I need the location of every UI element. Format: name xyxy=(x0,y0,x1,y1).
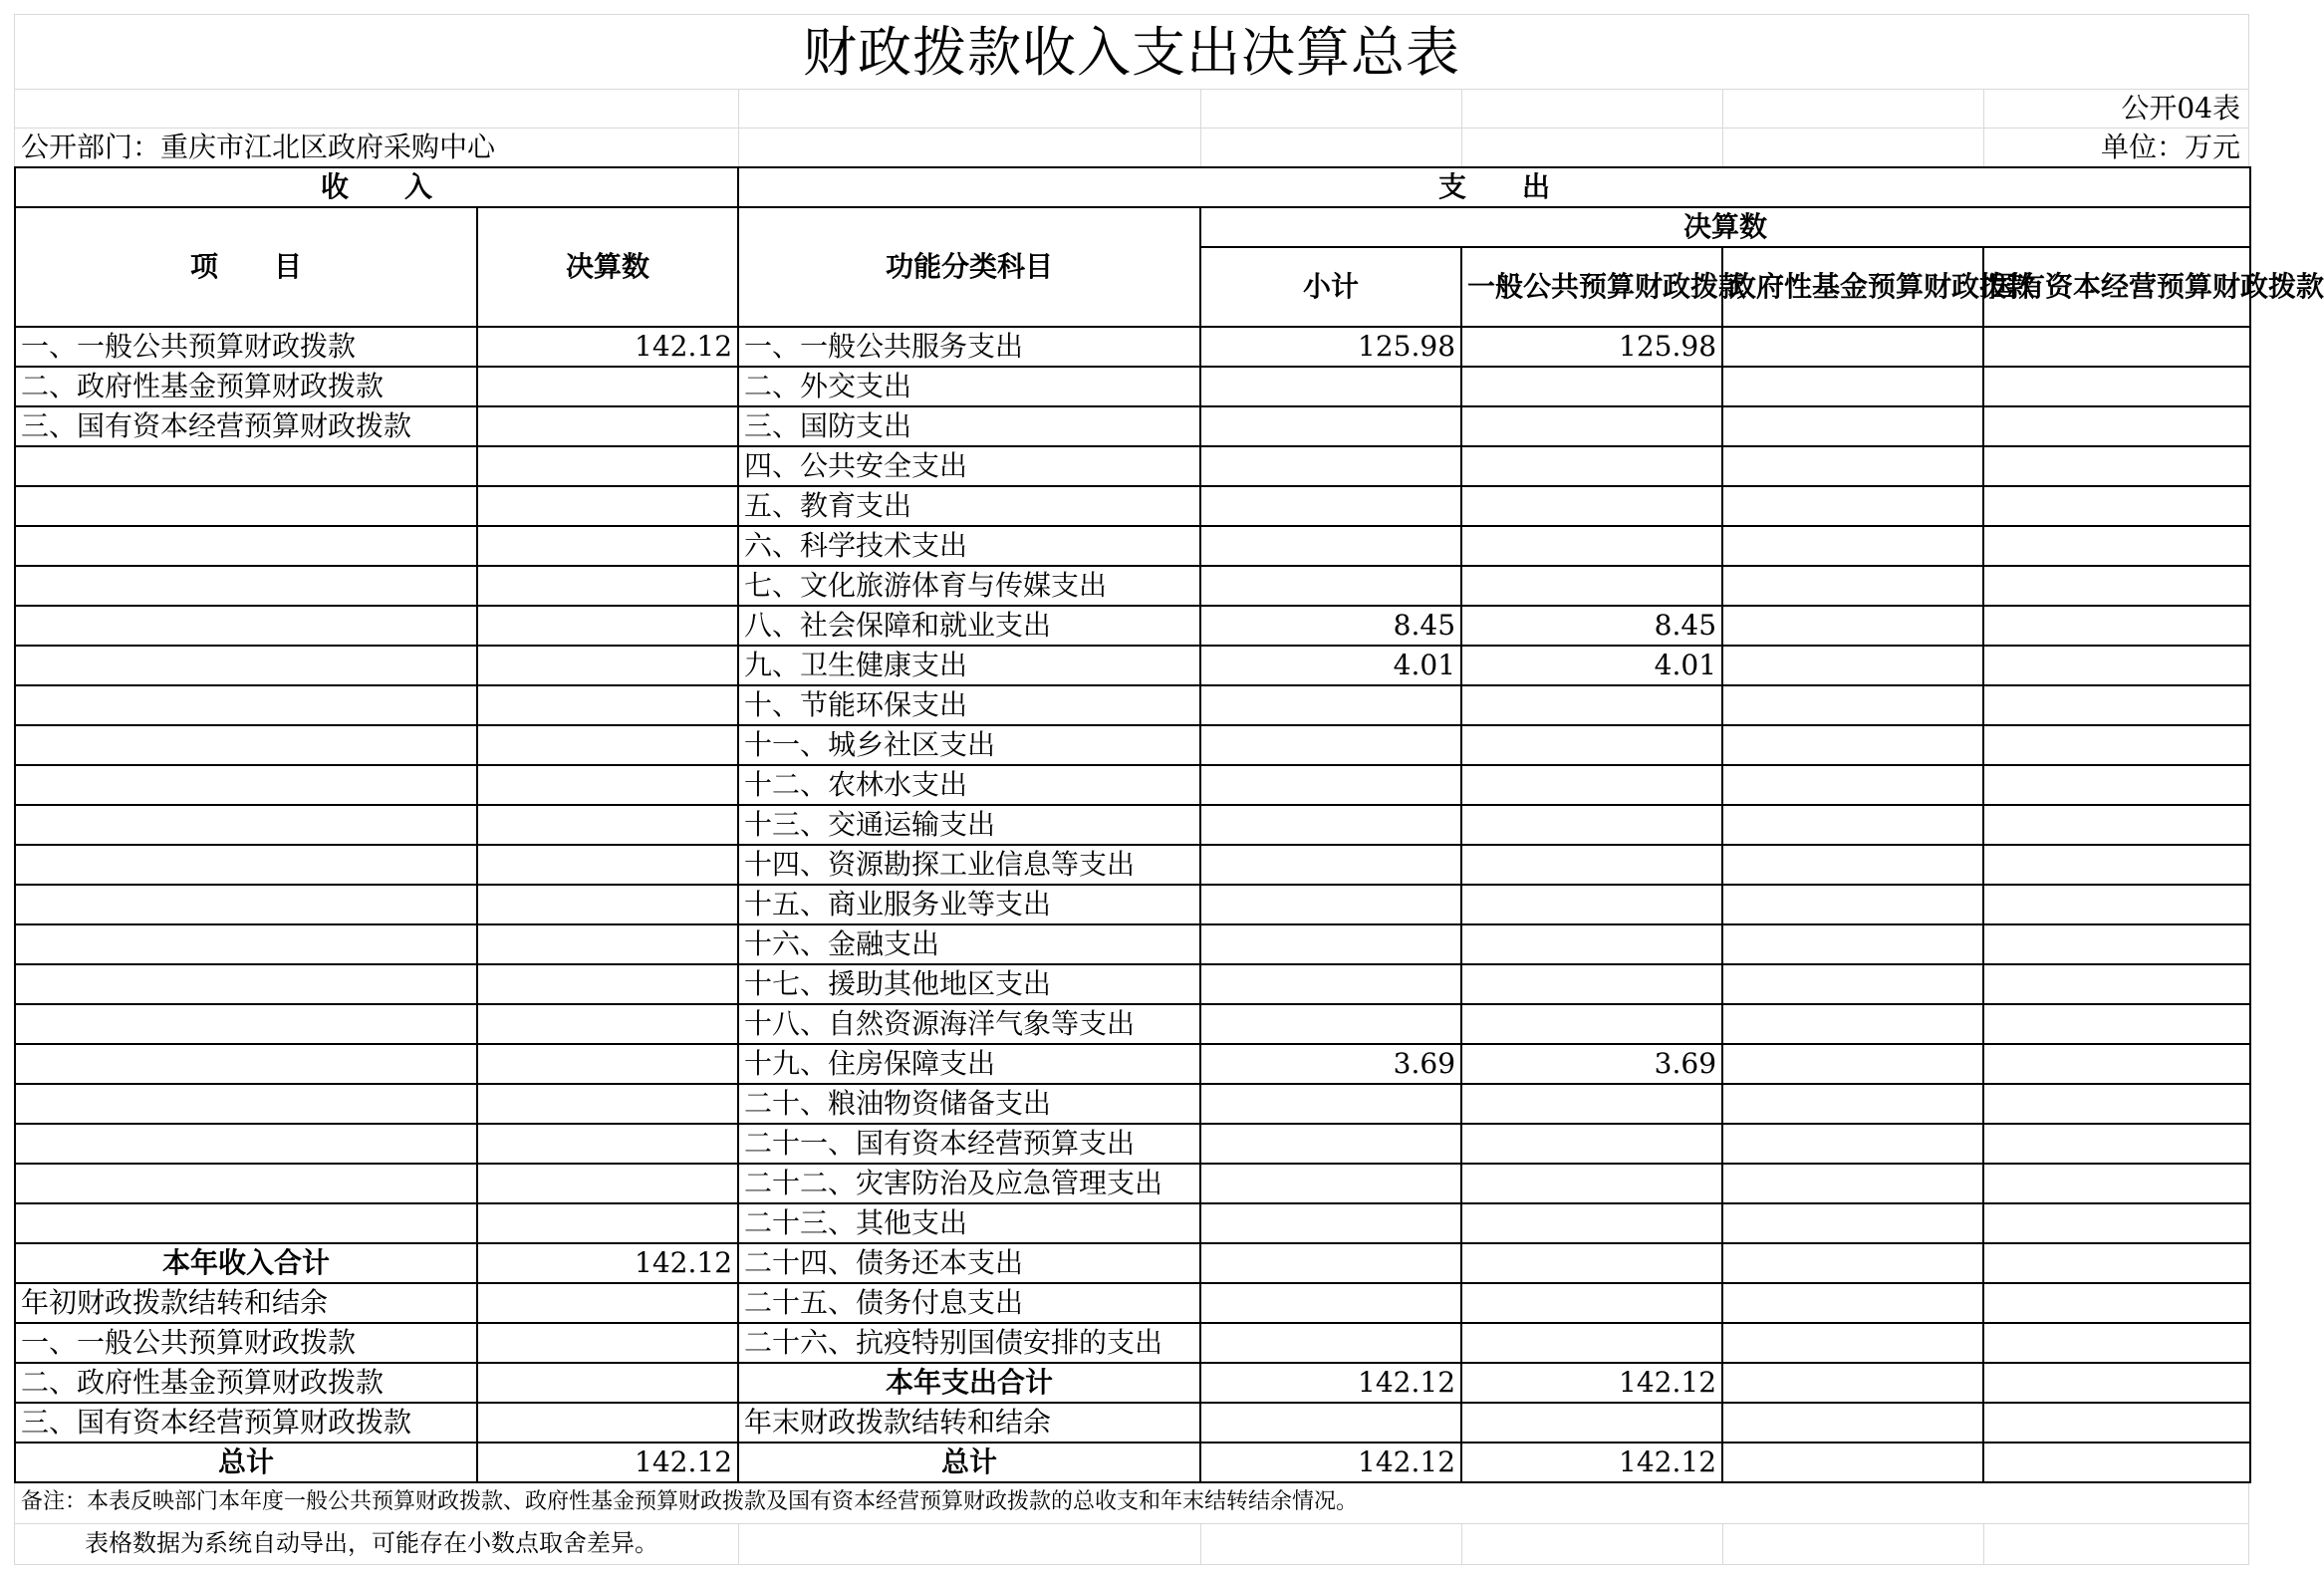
state-capital-cell xyxy=(1983,526,2250,566)
table-row xyxy=(15,1443,2250,1482)
subtotal-cell xyxy=(1200,1084,1461,1124)
expense-item-cell: 十九、住房保障支出 xyxy=(738,1044,1200,1084)
subtotal-cell xyxy=(1200,725,1461,765)
table-row xyxy=(15,1044,2250,1084)
income-value-cell xyxy=(477,1403,738,1443)
gov-fund-cell xyxy=(1722,606,1983,646)
subtotal-cell xyxy=(1200,1323,1461,1363)
table-row xyxy=(15,1323,2250,1363)
income-value-cell xyxy=(477,1004,738,1044)
gov-fund-cell xyxy=(1722,1323,1983,1363)
income-value-cell: 142.12 xyxy=(477,1243,738,1283)
gov-fund-cell xyxy=(1722,845,1983,885)
income-item-cell: 本年收入合计 xyxy=(15,1243,477,1283)
general-budget-cell xyxy=(1461,1283,1722,1323)
subtotal-cell xyxy=(1200,1203,1461,1243)
state-capital-cell xyxy=(1983,1164,2250,1203)
gov-fund-cell xyxy=(1722,885,1983,924)
general-budget-cell xyxy=(1461,1124,1722,1164)
expense-item-cell: 本年支出合计 xyxy=(738,1363,1200,1403)
general-budget-cell: 4.01 xyxy=(1461,646,1722,685)
income-value-cell xyxy=(477,1363,738,1403)
income-value-cell xyxy=(477,1044,738,1084)
state-capital-cell xyxy=(1983,1124,2250,1164)
table-row xyxy=(15,1004,2250,1044)
expense-item-cell: 一、一般公共服务支出 xyxy=(738,327,1200,367)
gov-fund-cell xyxy=(1722,1283,1983,1323)
income-item-cell xyxy=(15,964,477,1004)
income-item-cell: 总计 xyxy=(15,1443,477,1482)
expense-item-cell: 十八、自然资源海洋气象等支出 xyxy=(738,1004,1200,1044)
expense-item-cell: 六、科学技术支出 xyxy=(738,526,1200,566)
general-budget-cell: 142.12 xyxy=(1461,1363,1722,1403)
subtotal-cell xyxy=(1200,446,1461,486)
unit-label: 单位：万元 xyxy=(2100,131,2240,163)
gov-fund-cell xyxy=(1722,765,1983,805)
expense-item-cell: 五、教育支出 xyxy=(738,486,1200,526)
income-amount-header: 决算数 xyxy=(477,207,738,327)
subtotal-cell xyxy=(1200,1004,1461,1044)
state-capital-cell xyxy=(1983,1203,2250,1243)
subtotal-cell xyxy=(1200,885,1461,924)
general-budget-cell xyxy=(1461,526,1722,566)
table-row xyxy=(15,924,2250,964)
income-item-cell: 年初财政拨款结转和结余 xyxy=(15,1283,477,1323)
general-budget-cell xyxy=(1461,685,1722,725)
expense-item-cell: 四、公共安全支出 xyxy=(738,446,1200,486)
gov-fund-cell xyxy=(1722,805,1983,845)
subtotal-cell xyxy=(1200,566,1461,606)
gov-fund-cell xyxy=(1722,646,1983,685)
table-row xyxy=(15,964,2250,1004)
income-value-cell xyxy=(477,566,738,606)
general-budget-cell xyxy=(1461,845,1722,885)
income-item-cell xyxy=(15,646,477,685)
general-budget-cell xyxy=(1461,566,1722,606)
income-value-cell xyxy=(477,446,738,486)
table-row xyxy=(15,765,2250,805)
table-row xyxy=(15,327,2250,367)
table-row xyxy=(15,526,2250,566)
expense-item-cell: 十四、资源勘探工业信息等支出 xyxy=(738,845,1200,885)
state-capital-cell xyxy=(1983,1243,2250,1283)
general-budget-cell xyxy=(1461,765,1722,805)
state-capital-cell xyxy=(1983,805,2250,845)
expense-amount-header: 决算数 xyxy=(1200,207,2250,247)
table-row xyxy=(15,367,2250,406)
state-capital-cell xyxy=(1983,327,2250,367)
state-capital-cell xyxy=(1983,765,2250,805)
expense-item-cell: 三、国防支出 xyxy=(738,406,1200,446)
subtotal-cell xyxy=(1200,1164,1461,1203)
income-item-cell xyxy=(15,1203,477,1243)
expense-item-cell: 二十五、债务付息支出 xyxy=(738,1283,1200,1323)
table-code: 公开04表 xyxy=(2121,92,2240,125)
item-header: 项 目 xyxy=(15,207,477,327)
income-value-cell xyxy=(477,805,738,845)
income-value-cell xyxy=(477,1283,738,1323)
state-capital-cell xyxy=(1983,885,2250,924)
general-budget-cell xyxy=(1461,725,1722,765)
subtotal-cell: 142.12 xyxy=(1200,1363,1461,1403)
expense-item-cell: 十一、城乡社区支出 xyxy=(738,725,1200,765)
state-capital-cell xyxy=(1983,1004,2250,1044)
income-item-cell xyxy=(15,1084,477,1124)
expense-item-cell: 二十一、国有资本经营预算支出 xyxy=(738,1124,1200,1164)
table-row xyxy=(15,1203,2250,1243)
subtotal-cell xyxy=(1200,805,1461,845)
subtotal-cell xyxy=(1200,845,1461,885)
state-capital-cell xyxy=(1983,406,2250,446)
income-value-cell xyxy=(477,765,738,805)
general-budget-cell xyxy=(1461,1243,1722,1283)
state-capital-cell xyxy=(1983,964,2250,1004)
income-item-cell xyxy=(15,526,477,566)
expense-section-header: 支 出 xyxy=(738,167,2250,207)
gov-fund-cell xyxy=(1722,1203,1983,1243)
gov-fund-cell xyxy=(1722,327,1983,367)
gov-fund-cell xyxy=(1722,1084,1983,1124)
subtotal-cell xyxy=(1200,367,1461,406)
table-row xyxy=(15,725,2250,765)
expense-item-cell: 二十六、抗疫特别国债安排的支出 xyxy=(738,1323,1200,1363)
table-row xyxy=(15,1084,2250,1124)
gov-fund-cell xyxy=(1722,1124,1983,1164)
gov-fund-cell xyxy=(1722,446,1983,486)
subtotal-cell xyxy=(1200,406,1461,446)
table-row xyxy=(15,1164,2250,1203)
state-capital-cell xyxy=(1983,685,2250,725)
subtotal-cell xyxy=(1200,924,1461,964)
income-value-cell: 142.12 xyxy=(477,1443,738,1482)
table-row xyxy=(15,1243,2250,1283)
table-row xyxy=(15,1283,2250,1323)
report-sheet xyxy=(14,14,2324,1565)
income-item-cell xyxy=(15,924,477,964)
income-item-cell xyxy=(15,566,477,606)
income-item-cell xyxy=(15,885,477,924)
income-item-cell xyxy=(15,845,477,885)
general-budget-cell: 125.98 xyxy=(1461,327,1722,367)
table-row xyxy=(15,1124,2250,1164)
income-value-cell xyxy=(477,725,738,765)
state-capital-cell xyxy=(1983,1044,2250,1084)
general-budget-cell xyxy=(1461,1084,1722,1124)
general-budget-cell xyxy=(1461,1323,1722,1363)
table-row xyxy=(15,646,2250,685)
state-capital-cell xyxy=(1983,1403,2250,1443)
income-item-cell: 一、一般公共预算财政拨款 xyxy=(15,327,477,367)
subtotal-cell xyxy=(1200,765,1461,805)
general-budget-cell xyxy=(1461,406,1722,446)
expense-item-cell: 二、外交支出 xyxy=(738,367,1200,406)
income-item-cell xyxy=(15,1044,477,1084)
state-capital-cell xyxy=(1983,486,2250,526)
income-item-cell xyxy=(15,685,477,725)
department-row xyxy=(14,128,2249,166)
department-label: 公开部门：重庆市江北区政府采购中心 xyxy=(21,131,496,163)
table-row xyxy=(15,406,2250,446)
expense-item-cell: 二十二、灾害防治及应急管理支出 xyxy=(738,1164,1200,1203)
state-capital-cell xyxy=(1983,606,2250,646)
gov-fund-cell xyxy=(1722,1363,1983,1403)
income-item-cell xyxy=(15,1124,477,1164)
gov-fund-header: 政府性基金预算财政拨款 xyxy=(1722,247,1983,327)
gov-fund-cell xyxy=(1722,486,1983,526)
income-item-cell xyxy=(15,765,477,805)
income-value-cell xyxy=(477,1203,738,1243)
table-row xyxy=(15,685,2250,725)
income-value-cell xyxy=(477,924,738,964)
table-row xyxy=(15,486,2250,526)
gov-fund-cell xyxy=(1722,1403,1983,1443)
income-item-cell xyxy=(15,446,477,486)
export-note: 表格数据为系统自动导出，可能存在小数点取舍差异。 xyxy=(85,1529,658,1557)
general-budget-cell xyxy=(1461,1164,1722,1203)
general-budget-header: 一般公共预算财政拨款 xyxy=(1461,247,1722,327)
expense-item-cell: 二十、粮油物资储备支出 xyxy=(738,1084,1200,1124)
gov-fund-cell xyxy=(1722,566,1983,606)
table-row xyxy=(15,885,2250,924)
income-value-cell xyxy=(477,1323,738,1363)
expense-item-cell: 十三、交通运输支出 xyxy=(738,805,1200,845)
table-row xyxy=(15,606,2250,646)
expense-item-cell: 十二、农林水支出 xyxy=(738,765,1200,805)
state-capital-cell xyxy=(1983,367,2250,406)
general-budget-cell xyxy=(1461,924,1722,964)
subtotal-cell xyxy=(1200,1283,1461,1323)
general-budget-cell: 8.45 xyxy=(1461,606,1722,646)
gov-fund-cell xyxy=(1722,406,1983,446)
general-budget-cell: 3.69 xyxy=(1461,1044,1722,1084)
subtotal-cell xyxy=(1200,1243,1461,1283)
general-budget-cell xyxy=(1461,367,1722,406)
income-item-cell: 二、政府性基金预算财政拨款 xyxy=(15,1363,477,1403)
state-capital-cell xyxy=(1983,1323,2250,1363)
function-class-header: 功能分类科目 xyxy=(738,207,1200,327)
general-budget-cell xyxy=(1461,486,1722,526)
general-budget-cell xyxy=(1461,446,1722,486)
subtotal-cell: 125.98 xyxy=(1200,327,1461,367)
table-row xyxy=(15,845,2250,885)
table-code-row xyxy=(14,89,2249,128)
income-value-cell xyxy=(477,606,738,646)
table-row xyxy=(15,566,2250,606)
gov-fund-cell xyxy=(1722,1243,1983,1283)
gov-fund-cell xyxy=(1722,924,1983,964)
income-item-cell: 三、国有资本经营预算财政拨款 xyxy=(15,406,477,446)
state-capital-cell xyxy=(1983,924,2250,964)
income-value-cell xyxy=(477,1164,738,1203)
gov-fund-cell xyxy=(1722,1443,1983,1482)
state-capital-cell xyxy=(1983,1283,2250,1323)
gov-fund-cell xyxy=(1722,685,1983,725)
general-budget-cell xyxy=(1461,964,1722,1004)
subtotal-cell: 4.01 xyxy=(1200,646,1461,685)
state-capital-header: 国有资本经营预算财政拨款 xyxy=(1983,247,2250,327)
income-value-cell xyxy=(477,646,738,685)
gov-fund-cell xyxy=(1722,1164,1983,1203)
notes-section xyxy=(14,1483,2249,1565)
state-capital-cell xyxy=(1983,845,2250,885)
report-title: 财政拨款收入支出决算总表 xyxy=(803,21,1460,84)
income-item-cell xyxy=(15,725,477,765)
subtotal-cell xyxy=(1200,1403,1461,1443)
title-row xyxy=(14,14,2249,89)
income-item-cell xyxy=(15,486,477,526)
expense-item-cell: 年末财政拨款结转和结余 xyxy=(738,1403,1200,1443)
subtotal-cell: 8.45 xyxy=(1200,606,1461,646)
expense-item-cell: 总计 xyxy=(738,1443,1200,1482)
income-section-header: 收 入 xyxy=(15,167,738,207)
expense-item-cell: 十七、援助其他地区支出 xyxy=(738,964,1200,1004)
gov-fund-cell xyxy=(1722,1044,1983,1084)
income-value-cell xyxy=(477,845,738,885)
expense-item-cell: 十五、商业服务业等支出 xyxy=(738,885,1200,924)
expense-item-cell: 十、节能环保支出 xyxy=(738,685,1200,725)
table-row xyxy=(15,805,2250,845)
state-capital-cell xyxy=(1983,646,2250,685)
income-value-cell xyxy=(477,406,738,446)
state-capital-cell xyxy=(1983,566,2250,606)
gov-fund-cell xyxy=(1722,526,1983,566)
state-capital-cell xyxy=(1983,1363,2250,1403)
table-row xyxy=(15,446,2250,486)
expense-item-cell: 八、社会保障和就业支出 xyxy=(738,606,1200,646)
expense-item-cell: 十六、金融支出 xyxy=(738,924,1200,964)
subtotal-cell xyxy=(1200,964,1461,1004)
income-value-cell xyxy=(477,367,738,406)
remark-note: 备注：本表反映部门本年度一般公共预算财政拨款、政府性基金预算财政拨款及国有资本经营预算财政拨款的总收支和年末结转结余情况。 xyxy=(21,1489,1359,1514)
note-row-1 xyxy=(14,1483,2249,1524)
general-budget-cell xyxy=(1461,1403,1722,1443)
income-value-cell xyxy=(477,526,738,566)
income-item-cell xyxy=(15,805,477,845)
income-value-cell xyxy=(477,685,738,725)
general-budget-cell: 142.12 xyxy=(1461,1443,1722,1482)
income-value-cell xyxy=(477,1084,738,1124)
subtotal-header: 小计 xyxy=(1200,247,1461,327)
expense-item-cell: 二十四、债务还本支出 xyxy=(738,1243,1200,1283)
note-row-2 xyxy=(14,1524,2249,1565)
income-value-cell xyxy=(477,885,738,924)
income-item-cell xyxy=(15,1004,477,1044)
budget-table xyxy=(14,166,2324,1483)
subtotal-cell xyxy=(1200,526,1461,566)
income-value-cell xyxy=(477,486,738,526)
expense-item-cell: 九、卫生健康支出 xyxy=(738,646,1200,685)
income-item-cell: 三、国有资本经营预算财政拨款 xyxy=(15,1403,477,1443)
expense-item-cell: 七、文化旅游体育与传媒支出 xyxy=(738,566,1200,606)
state-capital-cell xyxy=(1983,446,2250,486)
income-value-cell xyxy=(477,964,738,1004)
general-budget-cell xyxy=(1461,885,1722,924)
table-row xyxy=(15,1363,2250,1403)
gov-fund-cell xyxy=(1722,367,1983,406)
expense-item-cell: 二十三、其他支出 xyxy=(738,1203,1200,1243)
state-capital-cell xyxy=(1983,1443,2250,1482)
gov-fund-cell xyxy=(1722,725,1983,765)
subtotal-cell xyxy=(1200,486,1461,526)
table-row xyxy=(15,1403,2250,1443)
general-budget-cell xyxy=(1461,1004,1722,1044)
subtotal-cell: 142.12 xyxy=(1200,1443,1461,1482)
gov-fund-cell xyxy=(1722,1004,1983,1044)
gov-fund-cell xyxy=(1722,964,1983,1004)
income-item-cell: 一、一般公共预算财政拨款 xyxy=(15,1323,477,1363)
subtotal-cell xyxy=(1200,685,1461,725)
income-item-cell: 二、政府性基金预算财政拨款 xyxy=(15,367,477,406)
state-capital-cell xyxy=(1983,725,2250,765)
income-value-cell: 142.12 xyxy=(477,327,738,367)
subtotal-cell: 3.69 xyxy=(1200,1044,1461,1084)
state-capital-cell xyxy=(1983,1084,2250,1124)
income-item-cell xyxy=(15,606,477,646)
income-item-cell xyxy=(15,1164,477,1203)
general-budget-cell xyxy=(1461,805,1722,845)
income-value-cell xyxy=(477,1124,738,1164)
general-budget-cell xyxy=(1461,1203,1722,1243)
subtotal-cell xyxy=(1200,1124,1461,1164)
